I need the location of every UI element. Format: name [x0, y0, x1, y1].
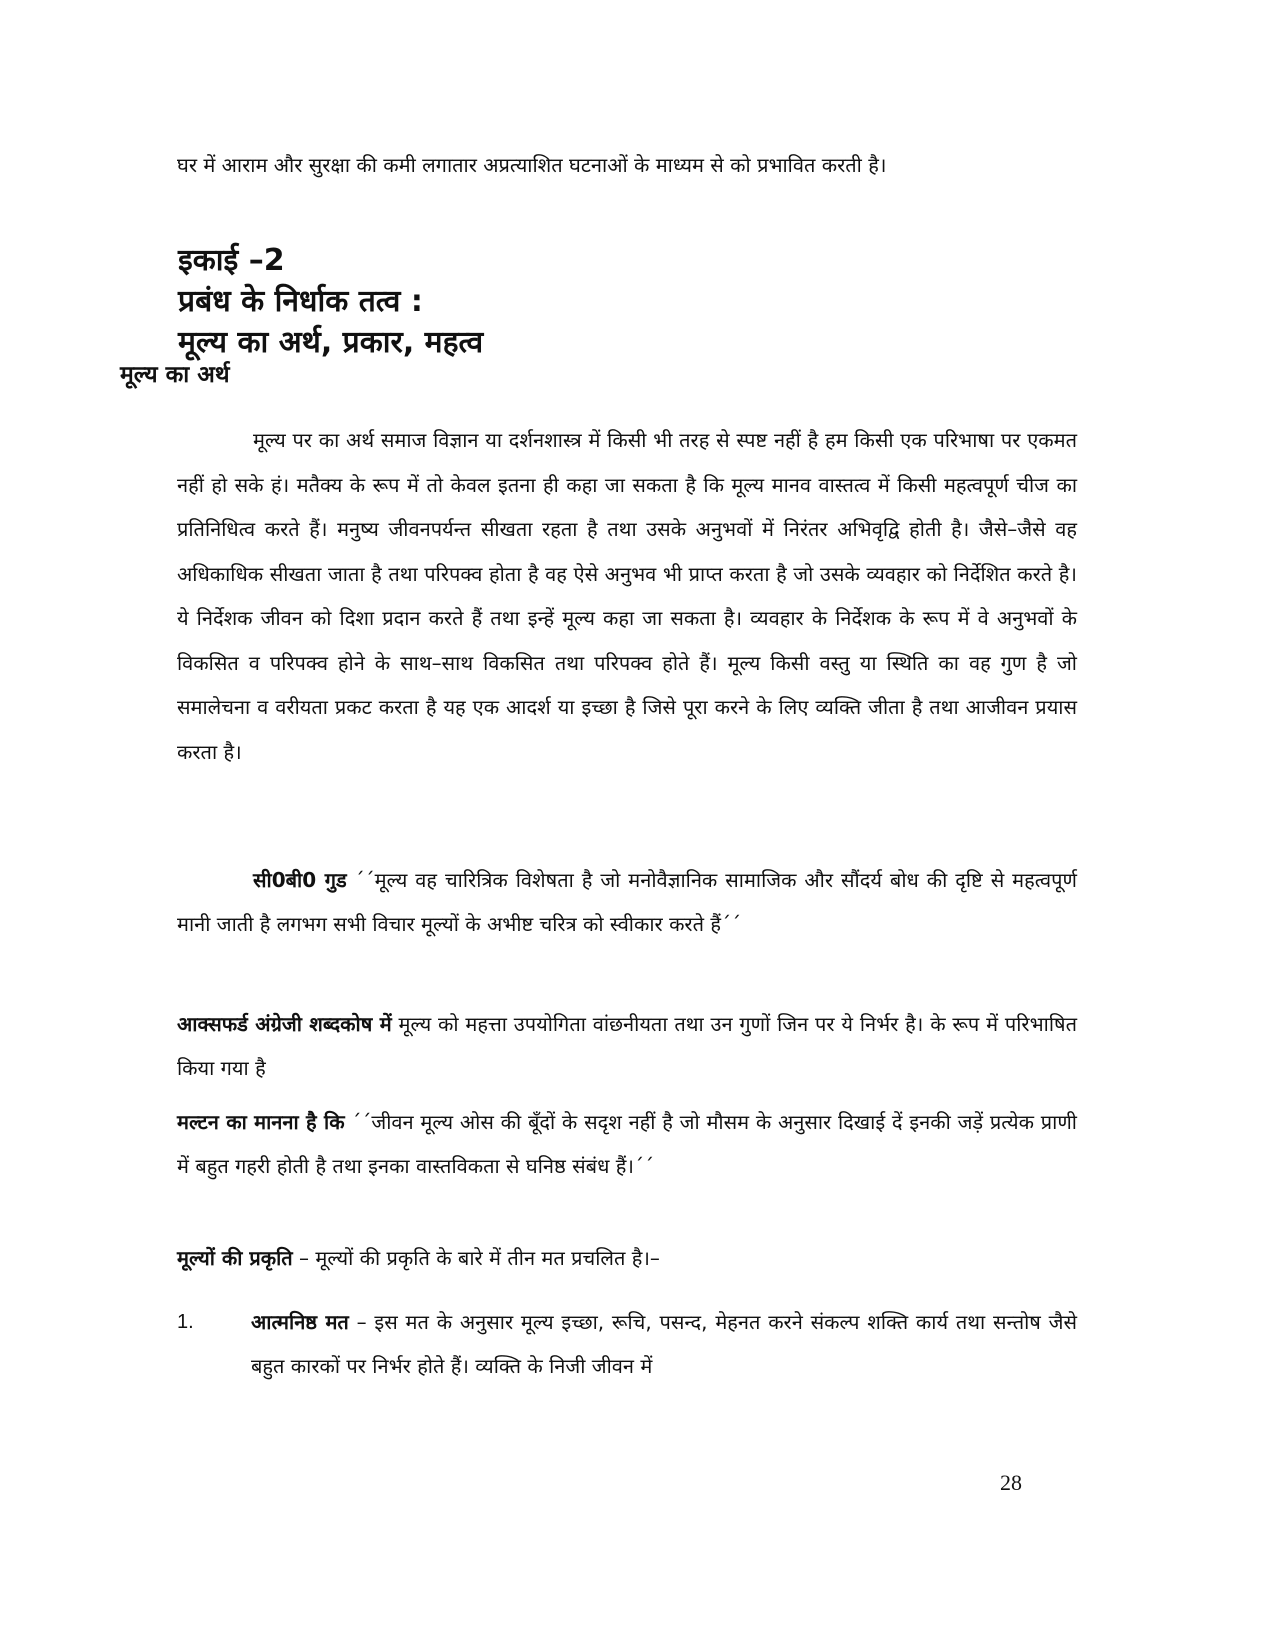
list-item-title: आत्मनिष्ठ मत	[251, 1310, 349, 1334]
main-paragraph	[177, 418, 1077, 774]
good-definition-paragraph	[177, 858, 1077, 946]
nature-of-values-paragraph	[177, 1244, 1077, 1271]
oxford-definition-source: आक्सफर्ड अंग्रेजी शब्दकोष में	[177, 1012, 392, 1036]
list-item	[177, 1300, 1077, 1388]
oxford-definition-text: मूल्य को महत्ता उपयोगिता वांछनीयता तथा उन गुणों जिन पर ये निर्भर है। के रूप में परिभाषित किया गया है	[177, 1012, 1077, 1080]
good-definition-author: सी0बी0 गुड	[253, 868, 347, 892]
page-number: 28	[1000, 1470, 1022, 1495]
intro-paragraph: घर में आराम और सुरक्षा की कमी लगातार अप्रत्याशित घटनाओं के माध्यम से को प्रभावित करती है।	[177, 153, 887, 177]
list-item-text: – इस मत के अनुसार मूल्य इच्छा, रूचि, पसन्द, मेहनत करने संकल्प शक्ति कार्य तथा सन्तोष जैसे बहुत कारकों पर निर्भर होते हैं। व्यक्ति के निजी जीवन में	[251, 1310, 1077, 1378]
malton-definition-text: ´´जीवन मूल्य ओस की बूँदों के सदृश नहीं है जो मौसम के अनुसार दिखाई दें इनकी जड़ें प्रत्येक प्राणी में बहुत गहरी होती है तथा इनका वास्तविकता से घनिष्ठ संबंध हैं।´´	[177, 1110, 1077, 1178]
section-heading: मूल्य का अर्थ	[120, 362, 230, 388]
list-item-body	[251, 1300, 1077, 1388]
unit-title: प्रबंध के निर्धाक तत्व :	[178, 284, 423, 319]
malton-definition-paragraph	[177, 1100, 1077, 1188]
nature-of-values-text: – मूल्यों की प्रकृति के बारे में तीन मत प्रचलित है।–	[292, 1246, 660, 1270]
unit-number: इकाई –2	[178, 243, 285, 278]
unit-subtitle: मूल्य का अर्थ, प्रकार, महत्व	[178, 325, 484, 360]
good-definition-text: ´´मूल्य वह चारित्रिक विशेषता है जो मनोवैज्ञानिक सामाजिक और सौंदर्य बोध की दृष्टि से महत्वपूर्ण मानी जाती है लगभग सभी विचार मूल्यों के अभीष्ट चरित्र को स्वीकार करते हैं´´	[177, 868, 1077, 936]
main-paragraph-text: मूल्य पर का अर्थ समाज विज्ञान या दर्शनशास्त्र में किसी भी तरह से स्पष्ट नहीं है हम किसी एक परिभाषा पर एकमत नहीं हो सके हं। मतैक्य के रूप में तो केवल इतना ही कहा जा सकता है कि मूल्य मानव वास्तत्व में किसी महत्वपूर्ण चीज का प्रतिनिधित्व करते हैं। मनुष्य जीवनपर्यन्त सीखता रहता है तथा उसके अनुभवों में निरंतर अभिवृद्वि होती है। जैसे–जैसे वह अधिकाधिक सीखता जाता है तथा परिपक्व होता है वह ऐसे अनुभव भी प्राप्त करता है जो उसके व्यवहार को निर्देशित करते है। ये निर्देशक जीवन को दिशा प्रदान करते हैं तथा इन्हें मूल्य कहा जा सकता है। व्यवहार के निर्देशक के रूप में वे अनुभवों के विकसित व परिपक्व होने के साथ–साथ विकसित तथा परिपक्व होते हैं। मूल्य किसी वस्तु या स्थिति का वह गुण है जो समालेचना व वरीयता प्रकट करता है यह एक आदर्श या इच्छा है जिसे पूरा करने के लिए व्यक्ति जीता है तथा आजीवन प्रयास करता है।	[177, 428, 1077, 764]
malton-definition-lead: मल्टन का मानना है कि	[177, 1110, 345, 1134]
list-item-number: 1.	[177, 1311, 194, 1333]
oxford-definition-paragraph	[177, 1002, 1077, 1090]
unit-heading	[178, 240, 483, 363]
nature-of-values-heading: मूल्यों की प्रकृति	[177, 1246, 293, 1270]
